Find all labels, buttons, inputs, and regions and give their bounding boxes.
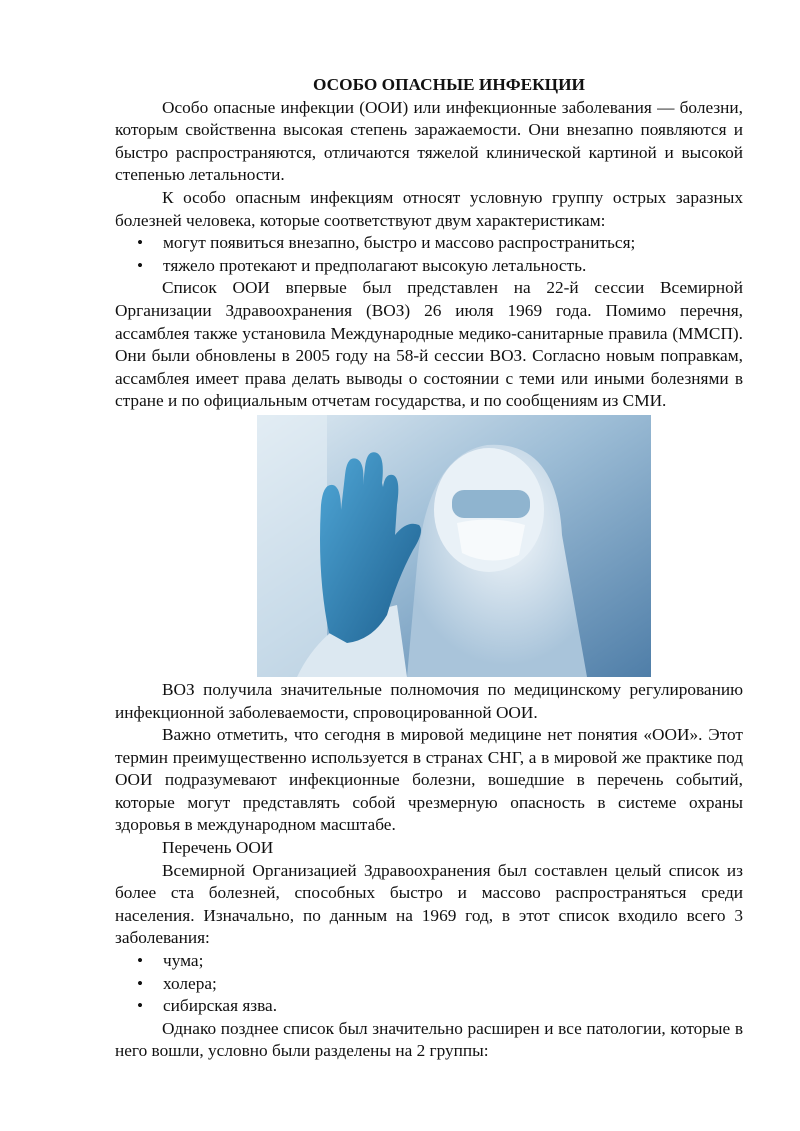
document-page bbox=[115, 74, 743, 1063]
diseases-list bbox=[115, 950, 743, 1018]
classification-paragraph: К особо опасным инфекциям относят условную группу острых заразных болезней человека, которые соответствуют двум характеристикам: bbox=[115, 187, 743, 230]
bullet-icon: • bbox=[137, 233, 144, 253]
list-item: • холера; bbox=[115, 973, 743, 996]
term-paragraph: Важно отметить, что сегодня в мировой медицине нет понятия «ООИ». Этот термин преимущественно используется в странах СНГ, а в мировой же практике под ООИ подразумевают инфекционные болезни, вошедшие в перечень событий, которые могут представлять собой чрезмерную опасность в системе охраны здоровья в международном масштабе. bbox=[115, 725, 743, 835]
document-title: ОСОБО ОПАСНЫЕ ИНФЕКЦИИ bbox=[313, 75, 585, 94]
hazmat-stop-hand-photo bbox=[257, 415, 651, 677]
bullet-icon: • bbox=[137, 973, 144, 993]
bullet-icon: • bbox=[137, 996, 144, 1016]
list-item: • сибирская язва. bbox=[115, 995, 743, 1018]
characteristics-list bbox=[115, 232, 743, 277]
list-item: • чума; bbox=[115, 950, 743, 973]
final-paragraph: Однако позднее список был значительно расширен и все патологии, которые в него вошли, условно были разделены на 2 группы: bbox=[115, 1018, 743, 1061]
who-powers-paragraph: ВОЗ получила значительные полномочия по медицинскому регулированию инфекционной заболеваемости, спровоцированной ООИ. bbox=[115, 679, 743, 722]
bullet-icon: • bbox=[137, 951, 144, 971]
list-item: • могут появиться внезапно, быстро и массово распространиться; bbox=[115, 232, 743, 255]
list-item: • тяжело протекают и предполагают высокую летальность. bbox=[115, 255, 743, 278]
intro-paragraph: Особо опасные инфекции (ООИ) или инфекционные заболевания — болезни, которым свойственна высокая степень заражаемости. Они внезапно появляются и быстро распространяются, отличаются тяжелой клинической картиной и высокой степенью летальности. bbox=[115, 97, 743, 185]
list-intro-paragraph: Всемирной Организацией Здравоохранения был составлен целый список из более ста болезней, способных быстро и массово распространяться среди населения. Изначально, по данным на 1969 год, в этот список входило всего 3 заболевания: bbox=[115, 860, 743, 948]
section-heading: Перечень ООИ bbox=[162, 838, 274, 858]
who-history-paragraph: Список ООИ впервые был представлен на 22-й сессии Всемирной Организации Здравоохранения (ВОЗ) 26 июля 1969 года. Помимо перечня, ассамблея также установила Международные медико-санитарные правила (ММСП). Они были обновлены в 2005 году на 58-й сессии ВОЗ. Согласно новым поправкам, ассамблея имеет права делать выводы о состоянии с теми или иными болезнями в стране и по официальным отчетам государства, и по сообщениям из СМИ. bbox=[115, 278, 743, 411]
bullet-icon: • bbox=[137, 255, 144, 275]
photo-illustration bbox=[257, 415, 651, 677]
